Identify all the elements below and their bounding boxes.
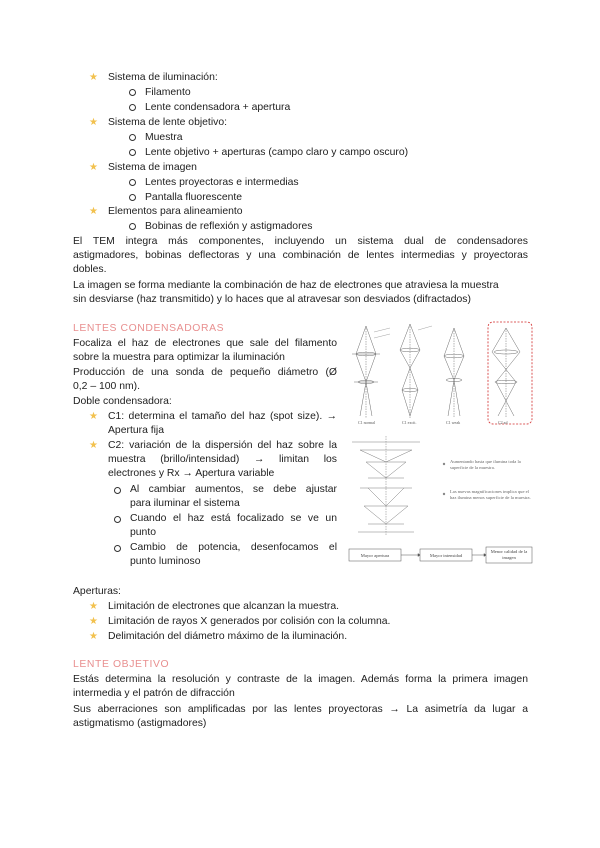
figure-note: Aumentando hasta que ilumina toda la superficie de la muestra. — [450, 459, 521, 470]
sub-list-item-line: para iluminar el sistema — [130, 498, 240, 509]
circle-bullet-icon — [129, 104, 136, 111]
circle-bullet-icon — [129, 89, 136, 96]
paragraph-line: astigmadores, bobinas deflectoras y una combinación de lentes intermedias y proyectoras — [73, 250, 528, 261]
paragraph-line: Producción de una sonda de pequeño diámetro (Ø — [73, 367, 337, 378]
flow-label: Menor calidad de la imagen — [490, 549, 528, 560]
circle-bullet-icon — [114, 516, 121, 523]
sub-list-item: Lente condensadora + apertura — [145, 102, 291, 113]
star-bullet-icon: ★ — [89, 162, 98, 173]
star-bullet-icon: ★ — [89, 411, 98, 422]
paragraph-line: La imagen se forma mediante la combinación de haz de electrones que atraviesa la muestra — [73, 280, 499, 291]
list-item-line: muestra (brillo/intensidad) → limitan los — [108, 454, 337, 465]
figure-note: Las nuevas magnificaciones implica que el haz ilumina menos superficie de la muestra. — [450, 489, 531, 500]
list-item-line: C1: determina el tamaño del haz (spot size). → — [108, 411, 337, 422]
paragraph-line: intermedia y el patrón de difracción — [73, 688, 235, 699]
sub-list-item: Filamento — [145, 87, 191, 98]
star-bullet-icon: ★ — [89, 117, 98, 128]
sub-list-item: Lentes proyectoras e intermedias — [145, 177, 299, 188]
sub-list-item-line: Al cambiar aumentos, se debe ajustar — [130, 484, 337, 495]
list-item: Elementos para alineamiento — [108, 206, 243, 217]
list-item-line: C2: variación de la dispersión del haz sobre la — [108, 440, 337, 451]
list-item-line: Apertura fija — [108, 425, 165, 436]
list-item: Sistema de iluminación: — [108, 72, 218, 83]
list-item-line: electrones y Rx → Apertura variable — [108, 468, 275, 479]
sub-list-item-line: punto — [130, 527, 157, 538]
circle-bullet-icon — [129, 223, 136, 230]
list-item: Limitación de electrones que alcanzan la muestra. — [108, 601, 340, 612]
sub-list-item: Muestra — [145, 132, 183, 143]
bullet-dot-icon — [443, 463, 445, 465]
flow-label: Mayor intensidad — [429, 553, 463, 558]
flow-label: Mayor apertura — [360, 553, 390, 558]
circle-bullet-icon — [114, 487, 121, 494]
paragraph-line: astigmatismo (astigmadores) — [73, 718, 207, 729]
star-bullet-icon: ★ — [89, 601, 98, 612]
circle-bullet-icon — [114, 545, 121, 552]
condenser-ray-diagrams-figure — [346, 320, 534, 428]
paragraph-line: Estás determina la resolución y contraste de la imagen. Además forma la primera imagen — [73, 674, 528, 685]
star-bullet-icon: ★ — [89, 206, 98, 217]
magnification-figure — [346, 432, 534, 567]
diagram-label: C1 normal — [358, 420, 375, 425]
paragraph-line: Focaliza el haz de electrones que sale del filamento — [73, 338, 337, 349]
list-item: Limitación de rayos X generados por colisión con la columna. — [108, 616, 391, 627]
star-bullet-icon: ★ — [89, 440, 98, 451]
section-heading: LENTE OBJETIVO — [73, 659, 170, 670]
circle-bullet-icon — [129, 179, 136, 186]
paragraph-line: dobles. — [73, 264, 107, 275]
sub-list-item: Lente objetivo + aperturas (campo claro y campo oscuro) — [145, 147, 409, 158]
sub-list-item-line: Cuando el haz está focalizado se ve un — [130, 513, 337, 524]
arrow-right-icon — [418, 554, 420, 557]
star-bullet-icon: ★ — [89, 631, 98, 642]
star-bullet-icon: ★ — [89, 616, 98, 627]
sub-list-item: Pantalla fluorescente — [145, 192, 243, 203]
sub-list-item-line: Cambio de potencia, desenfocamos el — [130, 542, 337, 553]
paragraph-line: 0,2 – 100 nm). — [73, 381, 141, 392]
bullet-dot-icon — [443, 493, 445, 495]
section-heading: LENTES CONDENSADORAS — [73, 323, 225, 334]
circle-bullet-icon — [129, 149, 136, 156]
paragraph-line: sobre la muestra para optimizar la iluminación — [73, 352, 285, 363]
paragraph-line: El TEM integra más componentes, incluyendo un sistema dual de condensadores — [73, 236, 528, 247]
list-item: Sistema de imagen — [108, 162, 197, 173]
paragraph-line: Sus aberraciones son amplificadas por las lentes proyectoras → La asimetría da lugar a — [73, 704, 528, 715]
circle-bullet-icon — [129, 134, 136, 141]
sub-list-item: Bobinas de reflexión y astigmadores — [145, 221, 313, 232]
list-item: Delimitación del diámetro máximo de la iluminación. — [108, 631, 348, 642]
circle-bullet-icon — [129, 194, 136, 201]
diagram-label: C2 zd — [498, 420, 508, 425]
paragraph-line: Doble condensadora: — [73, 396, 172, 407]
aperturas-title: Aperturas: — [73, 586, 121, 597]
paragraph-line: sin desviarse (haz transmitido) y lo haces que al atravesar son desviados (difractados) — [73, 294, 471, 305]
sub-list-item-line: punto luminoso — [130, 556, 201, 567]
diagram-label: C1 weak — [446, 420, 461, 425]
diagram-label: C1 excit. — [402, 420, 417, 425]
list-item: Sistema de lente objetivo: — [108, 117, 227, 128]
star-bullet-icon: ★ — [89, 72, 98, 83]
